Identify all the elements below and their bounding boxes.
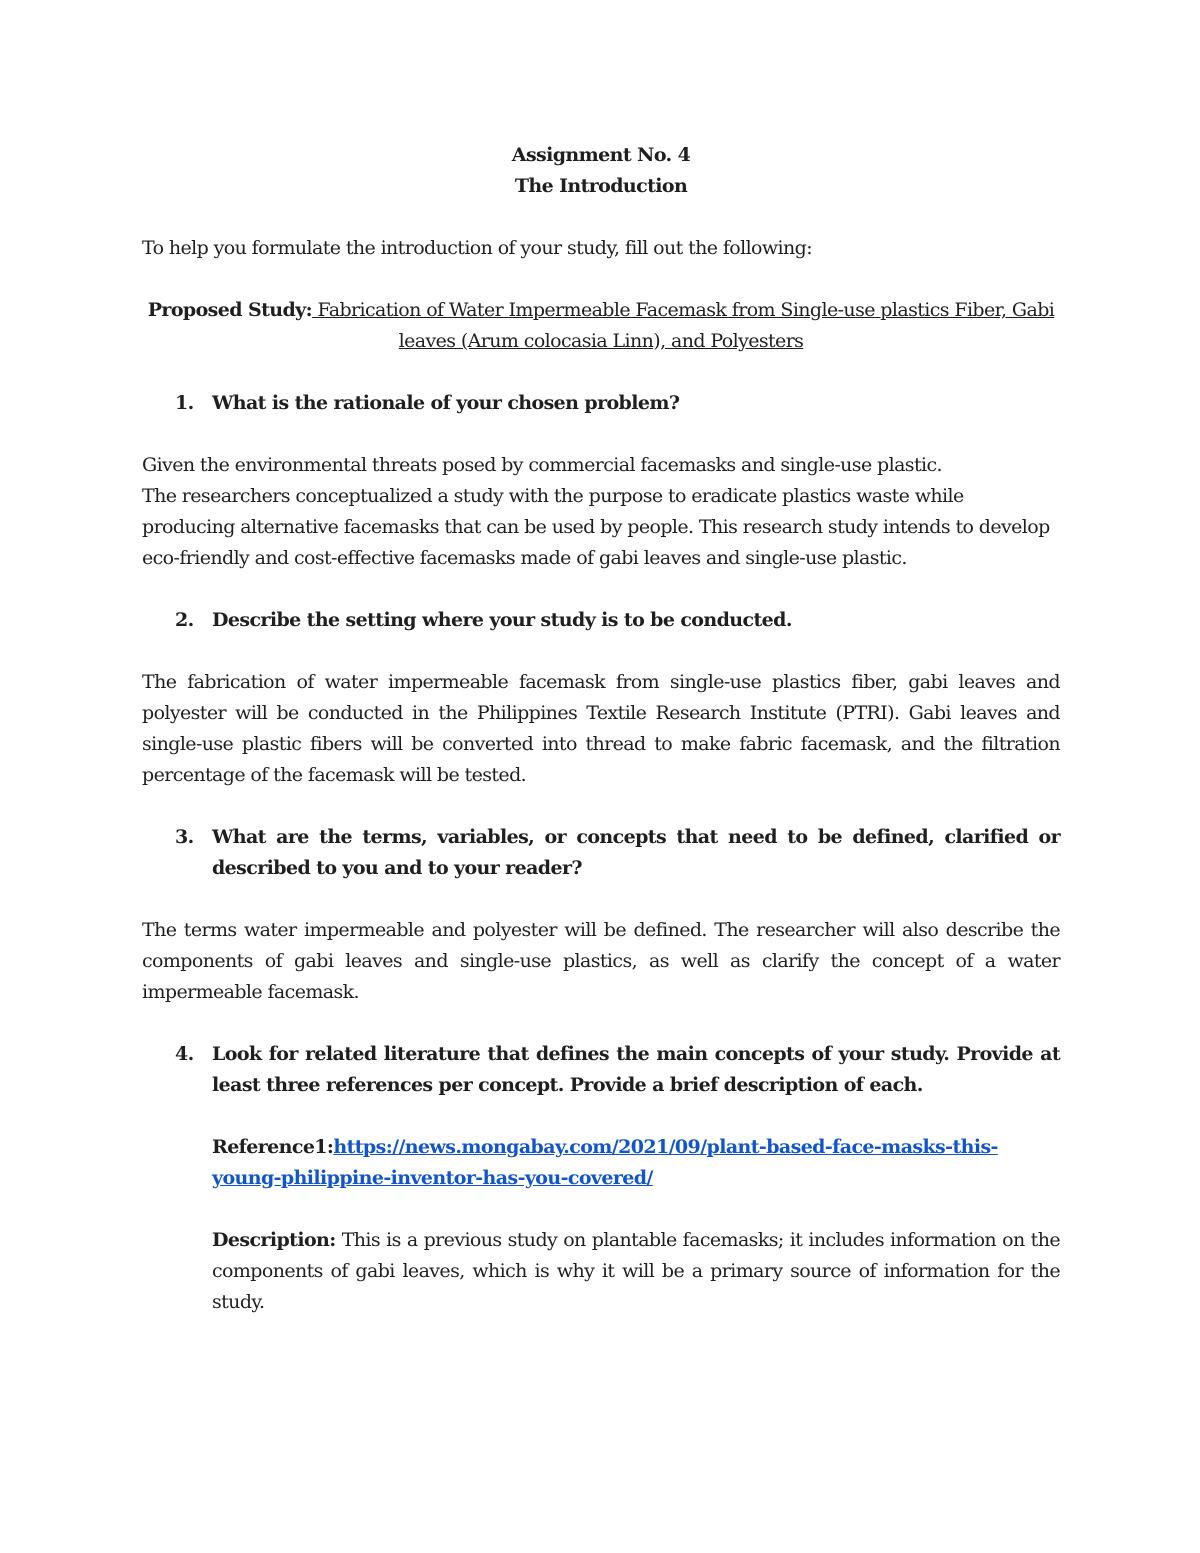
question-number: 1. — [175, 392, 194, 414]
question-2 — [142, 605, 1060, 636]
question-4 — [142, 1039, 1060, 1101]
description-text: This is a previous study on plantable facemasks; it includes information on the components of gabi leaves, which is why it will be a primary source of information for the study. — [212, 1229, 1060, 1313]
question-1 — [142, 388, 1060, 419]
answer-3: The terms water impermeable and polyester will be defined. The researcher will also describe the components of gabi leaves and single-use plastics, as well as clarify the concept of a water impermeable facemask. — [142, 919, 1060, 1003]
reference-description — [212, 1225, 1060, 1318]
question-number: 3. — [175, 826, 194, 848]
reference-1 — [212, 1132, 1060, 1194]
proposed-study — [142, 295, 1060, 357]
question-text: Look for related literature that defines the main concepts of your study. Provide at least three references per concept. Provide a brief description of each. — [212, 1043, 1060, 1096]
answer-2: The fabrication of water impermeable facemask from single-use plastics fiber, gabi leaves and polyester will be conducted in the Philippines Textile Research Institute (PTRI). Gabi leaves and single-use plastic fibers will be converted into thread to make fabric facemask, and the filtration percentage of the facemask will be tested. — [142, 671, 1060, 786]
question-text: What are the terms, variables, or concepts that need to be defined, clarified or described to you and to your reader? — [212, 826, 1060, 879]
answer-1-line1: Given the environmental threats posed by commercial facemasks and single-use plastic. — [142, 454, 942, 476]
intro-text: To help you formulate the introduction of your study, fill out the following: — [142, 237, 813, 259]
reference-label: Reference1: — [212, 1136, 334, 1158]
document-content — [142, 140, 1060, 1318]
answer-1 — [142, 450, 1060, 574]
description-label: Description: — [212, 1229, 336, 1251]
assignment-subtitle: The Introduction — [514, 175, 688, 197]
reference-link[interactable]: https://news.mongabay.com/2021/09/plant-based-face-masks-this-young-philippine-inventor-has-you-covered/ — [212, 1136, 998, 1189]
answer-4 — [212, 1132, 1060, 1318]
question-text: Describe the setting where your study is to be conducted. — [212, 609, 792, 631]
question-3 — [142, 822, 1060, 884]
assignment-title: Assignment No. 4 — [511, 144, 691, 166]
answer-1-body: The researchers conceptualized a study with the purpose to eradicate plastics waste while producing alternative facemasks that can be used by people. This research study intends to develop eco-friendly and cost-effective facemasks made of gabi leaves and single-use plastic. — [142, 485, 1050, 569]
question-number: 2. — [175, 609, 194, 631]
question-text: What is the rationale of your chosen problem? — [212, 392, 680, 414]
proposed-study-title: Fabrication of Water Impermeable Facemask from Single-use plastics Fiber, Gabi leaves (Arum colocasia Linn), and Polyesters — [312, 299, 1055, 352]
proposed-study-label: Proposed Study: — [147, 299, 313, 321]
question-number: 4. — [175, 1043, 194, 1065]
